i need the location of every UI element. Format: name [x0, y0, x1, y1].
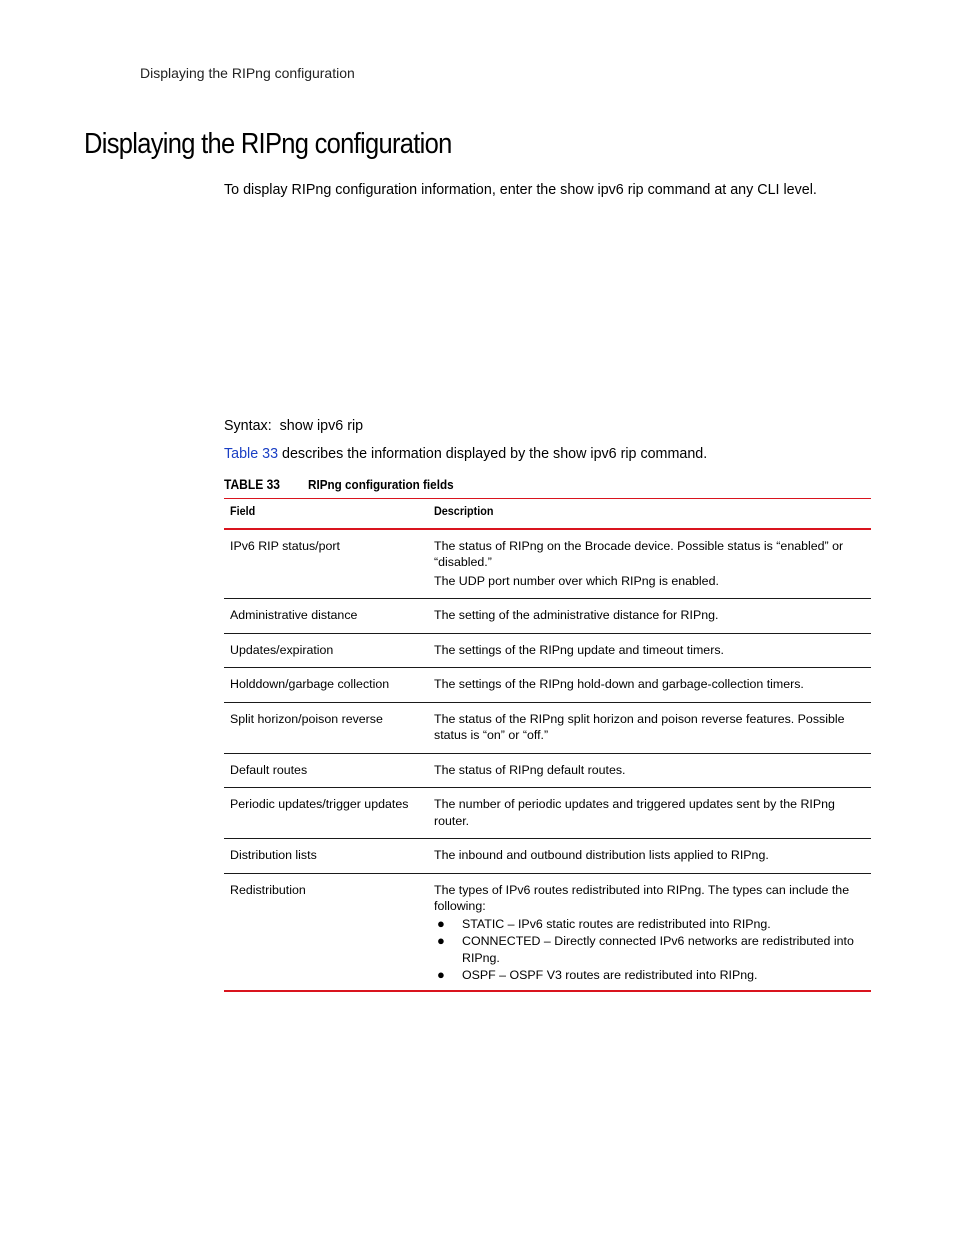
describe-text-before: describes the information displayed by the — [278, 446, 554, 462]
intro-text-after: command at any CLI level. — [643, 182, 817, 198]
field-cell: Periodic updates/trigger updates — [224, 788, 428, 839]
list-item: ● OSPF – OSPF V3 routes are redistributed into RIPng. — [437, 967, 758, 982]
table-33-link[interactable]: Table 33 — [224, 446, 279, 462]
describe-command: show ipv6 rip — [553, 446, 637, 462]
table-row — [224, 668, 871, 703]
description-cell: The status of RIPng default routes. — [428, 753, 871, 788]
syntax-line — [224, 416, 363, 436]
description-cell: The inbound and outbound distribution lists applied to RIPng. — [428, 839, 871, 874]
syntax-command: show ipv6 rip — [279, 418, 364, 434]
table-caption — [224, 476, 470, 492]
table-row — [224, 599, 871, 634]
ripng-fields-table — [224, 498, 871, 992]
syntax-label: Syntax: — [224, 418, 272, 434]
field-cell: Redistribution — [224, 873, 428, 991]
table-header-row — [224, 499, 871, 529]
column-header-description: Description — [428, 499, 871, 529]
table-row — [224, 788, 871, 839]
field-cell: Split horizon/poison reverse — [224, 702, 428, 753]
list-item: ● CONNECTED – Directly connected IPv6 networks are redistributed into RIPng. — [437, 933, 854, 965]
description-cell: The settings of the RIPng update and timeout timers. — [428, 633, 871, 668]
column-header-field: Field — [224, 499, 428, 529]
field-cell: Default routes — [224, 753, 428, 788]
field-cell: Updates/expiration — [224, 633, 428, 668]
describe-paragraph — [224, 444, 707, 464]
bullet-icon: ● — [437, 915, 445, 931]
description-cell: The settings of the RIPng hold-down and garbage-collection timers. — [428, 668, 871, 703]
description-cell: The setting of the administrative distance for RIPng. — [428, 599, 871, 634]
description-cell: The types of IPv6 routes redistributed into RIPng. The types can include the following: ● STATIC – IPv6 static routes are redistributed into RIPng. ● CONNECTED – Directly connected IPv6 networks are redistributed into RIPng. ● OSPF – OSPF V3 routes are redistributed into RIPng. — [428, 873, 871, 991]
list-item: ● STATIC – IPv6 static routes are redistributed into RIPng. — [437, 915, 771, 931]
table-row — [224, 702, 871, 753]
table-row — [224, 839, 871, 874]
page-title: Displaying the RIPng configuration — [84, 128, 452, 160]
bullet-icon: ● — [437, 967, 445, 982]
describe-text-after: command. — [636, 446, 708, 462]
table-title: RIPng configuration fields — [308, 477, 454, 492]
table-row — [224, 753, 871, 788]
table-row — [224, 529, 871, 599]
bullet-icon: ● — [437, 933, 445, 948]
intro-text-before: To display RIPng configuration information, enter the — [224, 182, 561, 198]
redistribution-list — [434, 916, 865, 984]
field-cell: IPv6 RIP status/port — [224, 529, 428, 599]
intro-command: show ipv6 rip — [560, 182, 644, 198]
intro-paragraph — [224, 180, 817, 200]
description-cell: The status of the RIPng split horizon and poison reverse features. Possible status is “on” or “off.” — [428, 702, 871, 753]
field-cell: Holddown/garbage collection — [224, 668, 428, 703]
field-cell: Administrative distance — [224, 599, 428, 634]
table-number: TABLE 33 — [224, 476, 280, 492]
description-cell: The status of RIPng on the Brocade device. Possible status is “enabled” or “disabled.” The UDP port number over which RIPng is enabled. — [428, 529, 871, 599]
field-cell: Distribution lists — [224, 839, 428, 874]
running-header: Displaying the RIPng configuration — [140, 65, 355, 81]
table-row — [224, 633, 871, 668]
description-cell: The number of periodic updates and triggered updates sent by the RIPng router. — [428, 788, 871, 839]
table-row — [224, 873, 871, 991]
